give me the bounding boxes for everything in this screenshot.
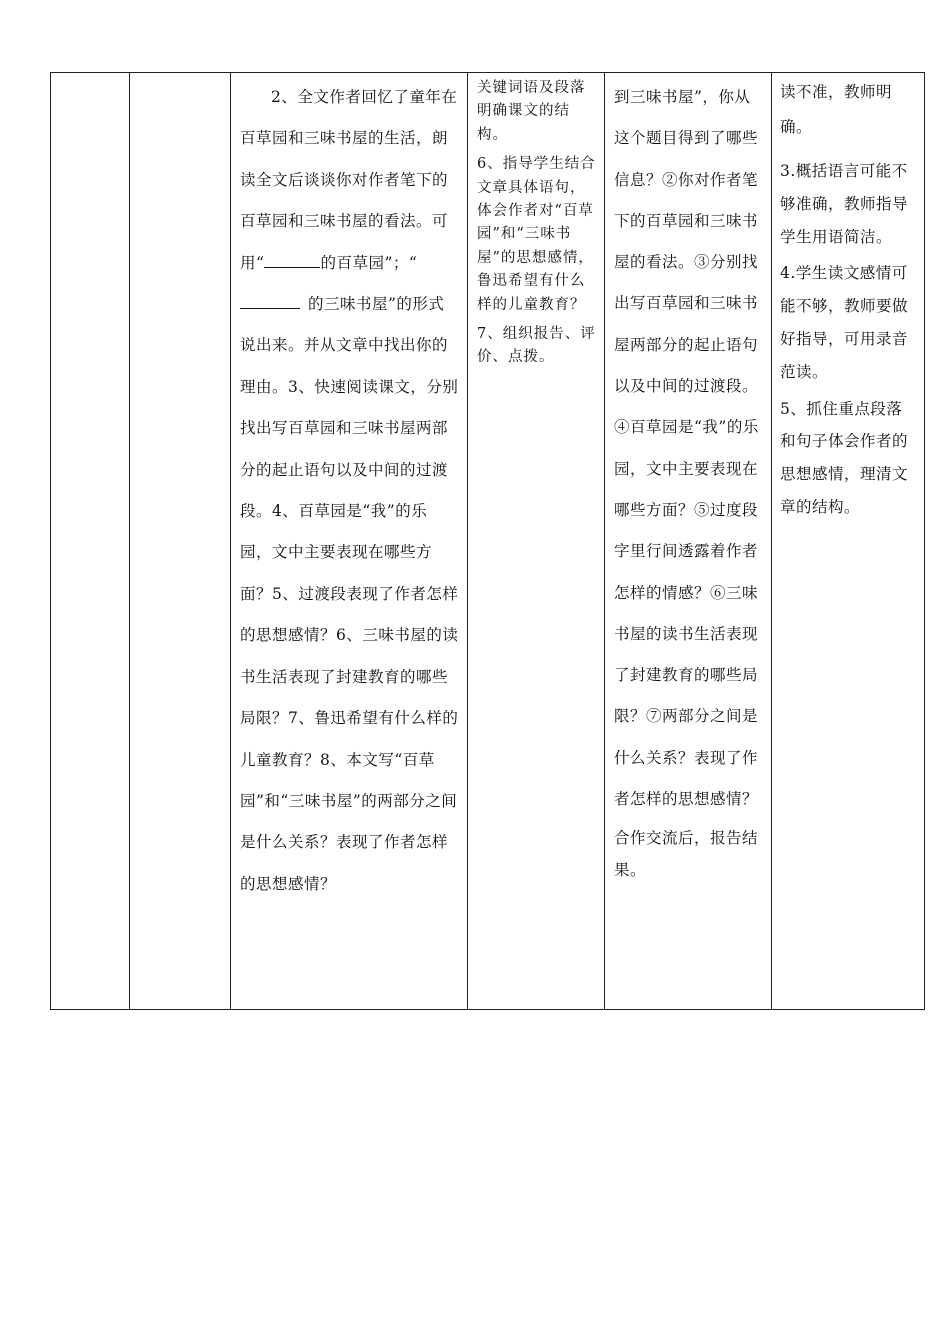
notes-para-3: 4.学生读文感情可能不够，教师要做好指导，可用录音范读。: [780, 264, 909, 381]
teacher-activity-para-2: 6、指导学生结合文章具体语句，体会作者对“百草园”和“三味书屋”的思想感情，鲁迅希望有什么样的儿童教育？: [477, 156, 596, 313]
lesson-plan-table: [50, 72, 925, 1010]
learning-questions-cell: [231, 73, 468, 1010]
student-activity-para-1: 到三味书屋”，你从这个题目得到了哪些信息？②你对作者笔下的百草园和三味书屋的看法。③分别找出写百草园和三味书屋两部分的起止语句以及中间的过渡段。④百草园是“我”的乐园，文中主要表现在哪些方面？⑤过度段字里行间透露着作者怎样的情感？⑥三味书屋的读书生活表现了封建教育的哪些局限？⑦两部分之间是什么关系？表现了作者怎样的思想感情？: [614, 88, 759, 809]
table-row: [51, 73, 925, 1010]
teacher-activity-para-1: 关键词语及段落明确课文的结构。: [477, 80, 586, 143]
teacher-activity-cell: [468, 73, 605, 1010]
notes-para-1: 读不准，教师明确。: [780, 83, 893, 136]
student-activity-cell: [605, 73, 772, 1010]
student-activity-para-2: 合作交流后，报告结果。: [614, 829, 759, 880]
empty-cell-col2: [130, 73, 231, 1010]
learning-questions-text: 2、全文作者回忆了童年在百草园和三味书屋的生活，朗读全文后谈谈你对作者笔下的百草园和三味书屋的看法。可用“ 的百草园”；“的三味书屋”的形式说出来。并从文章中找出你的理由。3、快速阅读课文，分别找出写百草园和三味书屋两部分的起止语句以及中间的过渡段。4、百草园是“我”的乐园，文中主要表现在哪些方面？5、过渡段表现了作者怎样的思想感情？6、三味书屋的读书生活表现了封建教育的哪些局限？7、鲁迅希望有什么样的儿童教育？8、本文写“百草园”和“三味书屋”的两部分之间是什么关系？表现了作者怎样的思想感情？: [240, 88, 459, 893]
teacher-activity-para-3: 7、组织报告、评价、点拨。: [477, 326, 596, 366]
fill-blank: [240, 294, 300, 309]
notes-para-2: 3.概括语言可能不够准确，教师指导学生用语简洁。: [780, 162, 909, 246]
empty-cell-col1: [51, 73, 130, 1010]
notes-para-4: 5、抓住重点段落和句子体会作者的思想感情，理清文章的结构。: [780, 399, 909, 516]
fill-blank: [264, 253, 320, 268]
notes-cell: [772, 73, 925, 1010]
